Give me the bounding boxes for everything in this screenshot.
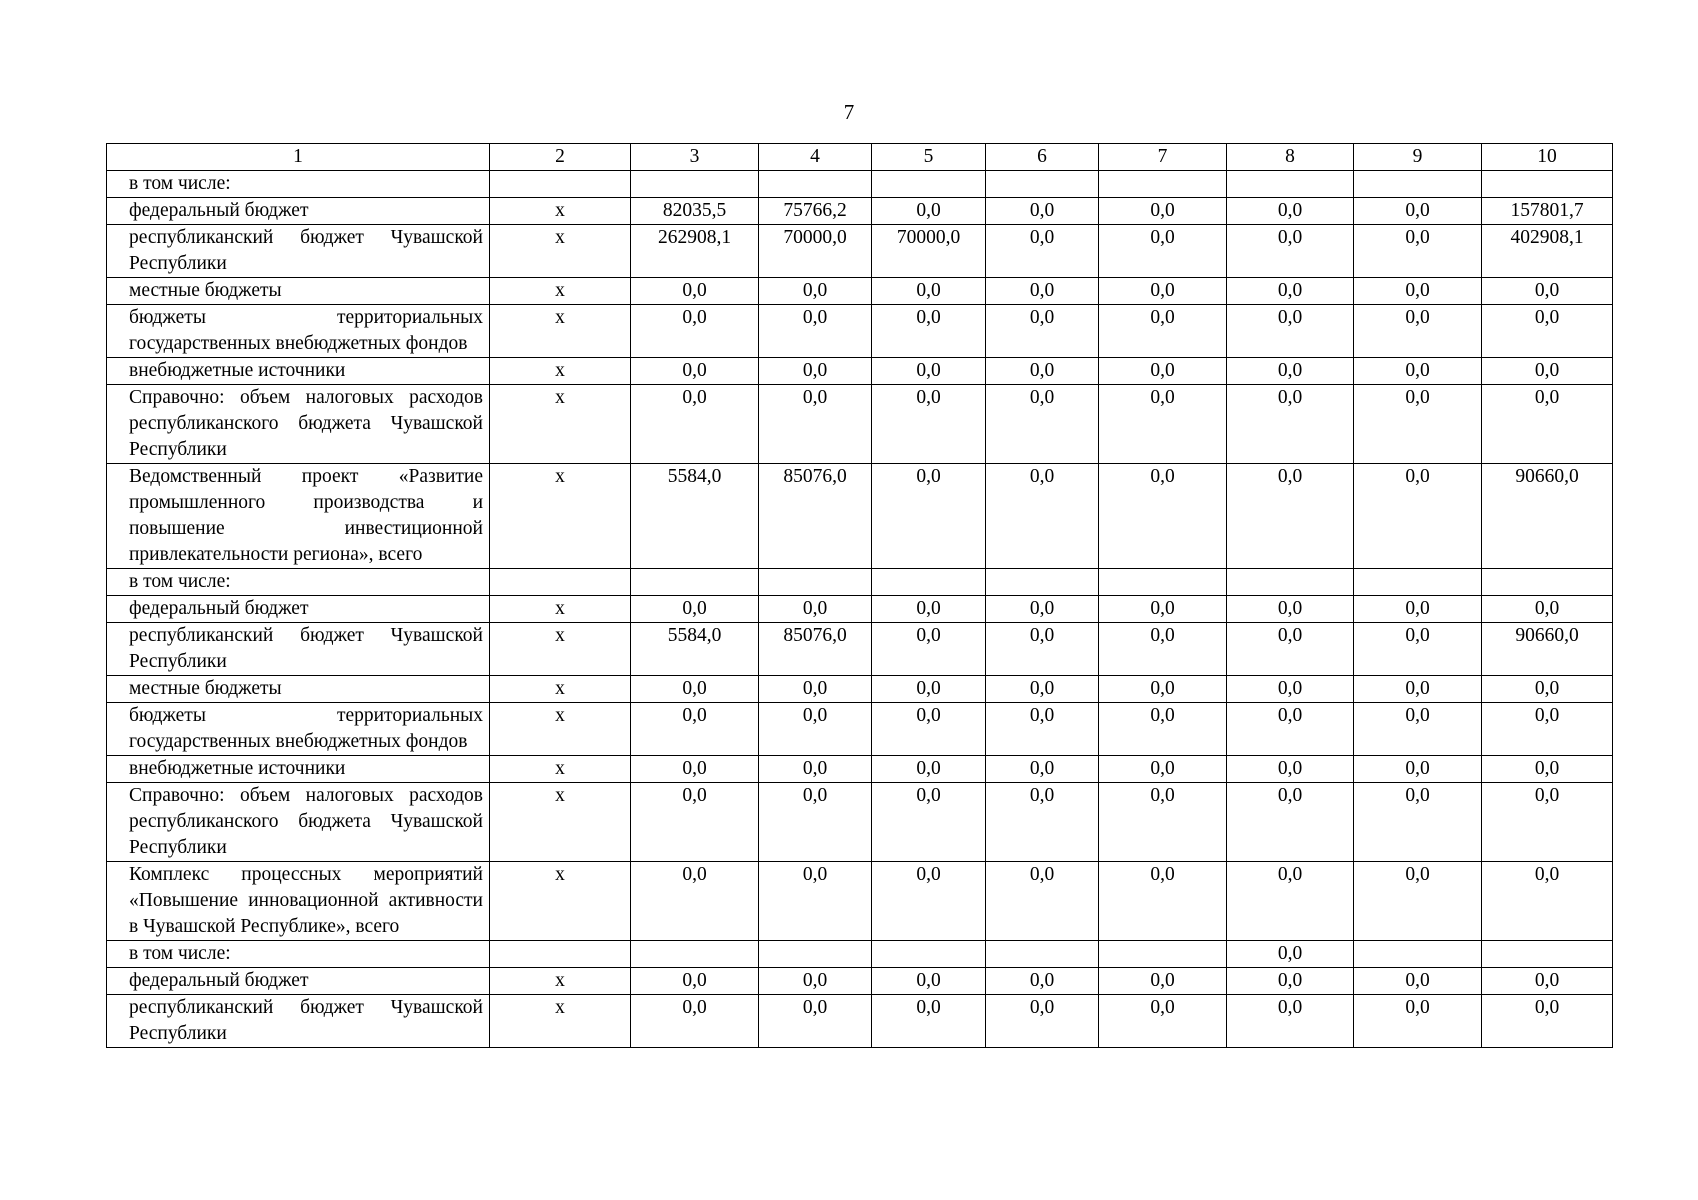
code-cell <box>490 941 631 968</box>
table-row <box>107 783 1613 862</box>
value-cell: 0,0 <box>1354 623 1482 676</box>
value-cell <box>872 941 986 968</box>
value-cell <box>872 171 986 198</box>
table-row <box>107 464 1613 569</box>
value-cell: 0,0 <box>1354 596 1482 623</box>
value-cell: 0,0 <box>986 198 1099 225</box>
value-cell: 0,0 <box>872 385 986 464</box>
value-cell: 0,0 <box>1227 995 1354 1048</box>
table-row <box>107 676 1613 703</box>
value-cell: 70000,0 <box>872 225 986 278</box>
value-cell <box>1482 569 1613 596</box>
value-cell: 0,0 <box>1482 862 1613 941</box>
table-row <box>107 596 1613 623</box>
code-cell: x <box>490 305 631 358</box>
value-cell <box>1482 171 1613 198</box>
value-cell: 0,0 <box>1482 703 1613 756</box>
row-label-cell: федеральный бюджет <box>107 968 490 995</box>
value-cell: 0,0 <box>1227 305 1354 358</box>
value-cell: 0,0 <box>1099 278 1227 305</box>
value-cell: 0,0 <box>1227 596 1354 623</box>
row-label-cell: республиканский бюджет Чувашской Республики <box>107 623 490 676</box>
table-row <box>107 703 1613 756</box>
value-cell: 0,0 <box>986 278 1099 305</box>
value-cell: 0,0 <box>1099 225 1227 278</box>
row-label-cell: в том числе: <box>107 171 490 198</box>
row-label-cell: Комплекс процессных мероприятий «Повышение инновационной активности в Чувашской Республике», всего <box>107 862 490 941</box>
code-cell: x <box>490 464 631 569</box>
value-cell: 0,0 <box>1227 703 1354 756</box>
code-cell: x <box>490 783 631 862</box>
value-cell: 0,0 <box>759 968 872 995</box>
value-cell <box>1482 941 1613 968</box>
column-number-cell: 6 <box>986 144 1099 171</box>
value-cell <box>759 569 872 596</box>
value-cell <box>631 569 759 596</box>
column-number-cell: 8 <box>1227 144 1354 171</box>
value-cell: 0,0 <box>631 358 759 385</box>
budget-table <box>106 143 1613 1048</box>
code-cell: x <box>490 862 631 941</box>
value-cell: 0,0 <box>1354 756 1482 783</box>
value-cell: 0,0 <box>1099 862 1227 941</box>
value-cell <box>986 171 1099 198</box>
value-cell: 0,0 <box>1099 464 1227 569</box>
value-cell: 0,0 <box>1227 968 1354 995</box>
value-cell: 0,0 <box>986 385 1099 464</box>
value-cell: 0,0 <box>759 862 872 941</box>
value-cell: 75766,2 <box>759 198 872 225</box>
value-cell: 0,0 <box>872 676 986 703</box>
row-label-cell: внебюджетные источники <box>107 756 490 783</box>
value-cell: 0,0 <box>872 995 986 1048</box>
value-cell: 0,0 <box>1354 305 1482 358</box>
value-cell: 0,0 <box>986 862 1099 941</box>
value-cell: 0,0 <box>631 968 759 995</box>
value-cell: 0,0 <box>872 783 986 862</box>
value-cell: 262908,1 <box>631 225 759 278</box>
value-cell: 0,0 <box>1227 862 1354 941</box>
code-cell: x <box>490 756 631 783</box>
value-cell: 0,0 <box>759 676 872 703</box>
value-cell: 0,0 <box>631 703 759 756</box>
value-cell: 0,0 <box>1099 623 1227 676</box>
value-cell <box>1227 569 1354 596</box>
value-cell <box>759 171 872 198</box>
value-cell: 0,0 <box>1354 676 1482 703</box>
row-label-cell: Справочно: объем налоговых расходов республиканского бюджета Чувашской Республики <box>107 385 490 464</box>
value-cell: 0,0 <box>1482 756 1613 783</box>
value-cell: 0,0 <box>1099 756 1227 783</box>
code-cell: x <box>490 198 631 225</box>
column-number-cell: 3 <box>631 144 759 171</box>
value-cell: 0,0 <box>872 198 986 225</box>
column-number-cell: 5 <box>872 144 986 171</box>
table-row <box>107 385 1613 464</box>
value-cell: 0,0 <box>631 385 759 464</box>
table-row <box>107 968 1613 995</box>
value-cell: 0,0 <box>1227 464 1354 569</box>
value-cell: 0,0 <box>631 278 759 305</box>
value-cell: 0,0 <box>872 464 986 569</box>
row-label-cell: республиканский бюджет Чувашской Республики <box>107 995 490 1048</box>
value-cell <box>631 941 759 968</box>
value-cell: 0,0 <box>986 464 1099 569</box>
value-cell <box>986 569 1099 596</box>
column-number-cell: 10 <box>1482 144 1613 171</box>
code-cell: x <box>490 623 631 676</box>
row-label-cell: Ведомственный проект «Развитие промышленного производства и повышение инвестиционной привлекательности региона», всего <box>107 464 490 569</box>
code-cell: x <box>490 278 631 305</box>
value-cell: 0,0 <box>759 278 872 305</box>
code-cell <box>490 569 631 596</box>
value-cell: 90660,0 <box>1482 623 1613 676</box>
value-cell <box>1227 171 1354 198</box>
value-cell: 0,0 <box>1482 305 1613 358</box>
column-number-cell: 2 <box>490 144 631 171</box>
table-row <box>107 995 1613 1048</box>
code-cell: x <box>490 968 631 995</box>
value-cell <box>1099 171 1227 198</box>
value-cell: 0,0 <box>1354 358 1482 385</box>
value-cell: 0,0 <box>1354 968 1482 995</box>
value-cell: 5584,0 <box>631 464 759 569</box>
value-cell: 0,0 <box>1354 995 1482 1048</box>
value-cell: 85076,0 <box>759 464 872 569</box>
value-cell: 0,0 <box>986 676 1099 703</box>
table-row <box>107 756 1613 783</box>
value-cell: 0,0 <box>759 703 872 756</box>
value-cell: 0,0 <box>1482 596 1613 623</box>
value-cell: 0,0 <box>759 756 872 783</box>
value-cell: 0,0 <box>1099 703 1227 756</box>
row-label-cell: внебюджетные источники <box>107 358 490 385</box>
value-cell: 0,0 <box>872 756 986 783</box>
value-cell <box>1354 941 1482 968</box>
value-cell: 157801,7 <box>1482 198 1613 225</box>
value-cell: 0,0 <box>1099 968 1227 995</box>
value-cell: 0,0 <box>1227 676 1354 703</box>
value-cell: 0,0 <box>759 358 872 385</box>
value-cell: 0,0 <box>1227 756 1354 783</box>
value-cell: 0,0 <box>1482 995 1613 1048</box>
table-header-row <box>107 144 1613 171</box>
value-cell <box>759 941 872 968</box>
row-label-cell: федеральный бюджет <box>107 596 490 623</box>
value-cell: 0,0 <box>1354 225 1482 278</box>
value-cell: 0,0 <box>1227 783 1354 862</box>
value-cell: 0,0 <box>631 756 759 783</box>
value-cell: 0,0 <box>986 995 1099 1048</box>
value-cell: 0,0 <box>1482 783 1613 862</box>
column-number-cell: 4 <box>759 144 872 171</box>
value-cell: 0,0 <box>759 596 872 623</box>
table-row <box>107 941 1613 968</box>
value-cell: 0,0 <box>872 358 986 385</box>
table-row <box>107 569 1613 596</box>
row-label-cell: в том числе: <box>107 941 490 968</box>
value-cell: 0,0 <box>631 783 759 862</box>
value-cell: 0,0 <box>1482 358 1613 385</box>
value-cell: 0,0 <box>631 596 759 623</box>
code-cell: x <box>490 676 631 703</box>
column-number-cell: 7 <box>1099 144 1227 171</box>
code-cell: x <box>490 385 631 464</box>
value-cell <box>986 941 1099 968</box>
code-cell: x <box>490 703 631 756</box>
value-cell: 0,0 <box>631 862 759 941</box>
code-cell: x <box>490 358 631 385</box>
value-cell: 0,0 <box>986 305 1099 358</box>
row-label-cell: местные бюджеты <box>107 676 490 703</box>
value-cell: 0,0 <box>1354 703 1482 756</box>
value-cell: 0,0 <box>759 995 872 1048</box>
value-cell: 0,0 <box>1354 385 1482 464</box>
value-cell <box>1354 569 1482 596</box>
code-cell: x <box>490 995 631 1048</box>
value-cell: 0,0 <box>1227 358 1354 385</box>
row-label-cell: Справочно: объем налоговых расходов республиканского бюджета Чувашской Республики <box>107 783 490 862</box>
value-cell: 0,0 <box>986 968 1099 995</box>
table-row <box>107 198 1613 225</box>
value-cell: 0,0 <box>759 783 872 862</box>
table-row <box>107 225 1613 278</box>
value-cell: 0,0 <box>872 305 986 358</box>
code-cell <box>490 171 631 198</box>
value-cell: 85076,0 <box>759 623 872 676</box>
value-cell: 0,0 <box>631 995 759 1048</box>
value-cell: 0,0 <box>1099 385 1227 464</box>
column-number-cell: 1 <box>107 144 490 171</box>
value-cell: 0,0 <box>986 596 1099 623</box>
row-label-cell: федеральный бюджет <box>107 198 490 225</box>
value-cell <box>631 171 759 198</box>
value-cell: 0,0 <box>872 278 986 305</box>
value-cell: 0,0 <box>1482 968 1613 995</box>
value-cell: 0,0 <box>1482 676 1613 703</box>
value-cell: 0,0 <box>1227 225 1354 278</box>
value-cell: 0,0 <box>1099 995 1227 1048</box>
value-cell <box>1099 941 1227 968</box>
value-cell: 0,0 <box>1099 676 1227 703</box>
value-cell: 90660,0 <box>1482 464 1613 569</box>
value-cell: 0,0 <box>1227 198 1354 225</box>
value-cell: 0,0 <box>1099 305 1227 358</box>
table-row <box>107 171 1613 198</box>
value-cell: 0,0 <box>986 756 1099 783</box>
value-cell: 0,0 <box>1227 278 1354 305</box>
column-number-cell: 9 <box>1354 144 1482 171</box>
value-cell: 70000,0 <box>759 225 872 278</box>
value-cell: 0,0 <box>759 385 872 464</box>
code-cell: x <box>490 225 631 278</box>
value-cell: 0,0 <box>986 623 1099 676</box>
value-cell: 0,0 <box>872 623 986 676</box>
table-row <box>107 305 1613 358</box>
value-cell: 0,0 <box>1354 198 1482 225</box>
value-cell <box>872 569 986 596</box>
value-cell: 0,0 <box>872 703 986 756</box>
value-cell: 0,0 <box>1354 278 1482 305</box>
value-cell <box>1099 569 1227 596</box>
value-cell: 0,0 <box>986 703 1099 756</box>
row-label-cell: в том числе: <box>107 569 490 596</box>
row-label-cell: бюджеты территориальных государственных внебюджетных фондов <box>107 305 490 358</box>
table-row <box>107 358 1613 385</box>
value-cell: 0,0 <box>1099 358 1227 385</box>
value-cell: 0,0 <box>986 783 1099 862</box>
row-label-cell: республиканский бюджет Чувашской Республики <box>107 225 490 278</box>
row-label-cell: бюджеты территориальных государственных внебюджетных фондов <box>107 703 490 756</box>
value-cell: 0,0 <box>1099 596 1227 623</box>
value-cell: 0,0 <box>1099 783 1227 862</box>
value-cell: 402908,1 <box>1482 225 1613 278</box>
value-cell: 0,0 <box>986 358 1099 385</box>
value-cell: 0,0 <box>1099 198 1227 225</box>
value-cell: 0,0 <box>759 305 872 358</box>
value-cell: 5584,0 <box>631 623 759 676</box>
value-cell: 0,0 <box>1354 464 1482 569</box>
value-cell: 0,0 <box>1482 278 1613 305</box>
table-row <box>107 623 1613 676</box>
value-cell: 0,0 <box>986 225 1099 278</box>
table-row <box>107 862 1613 941</box>
value-cell: 82035,5 <box>631 198 759 225</box>
value-cell: 0,0 <box>1354 862 1482 941</box>
value-cell <box>1354 171 1482 198</box>
value-cell: 0,0 <box>872 968 986 995</box>
row-label-cell: местные бюджеты <box>107 278 490 305</box>
value-cell: 0,0 <box>1354 783 1482 862</box>
table-row <box>107 278 1613 305</box>
value-cell: 0,0 <box>872 596 986 623</box>
value-cell: 0,0 <box>1227 623 1354 676</box>
value-cell: 0,0 <box>1482 385 1613 464</box>
code-cell: x <box>490 596 631 623</box>
value-cell: 0,0 <box>631 676 759 703</box>
value-cell: 0,0 <box>1227 385 1354 464</box>
value-cell: 0,0 <box>1227 941 1354 968</box>
page-number: 7 <box>843 100 855 124</box>
value-cell: 0,0 <box>872 862 986 941</box>
value-cell: 0,0 <box>631 305 759 358</box>
